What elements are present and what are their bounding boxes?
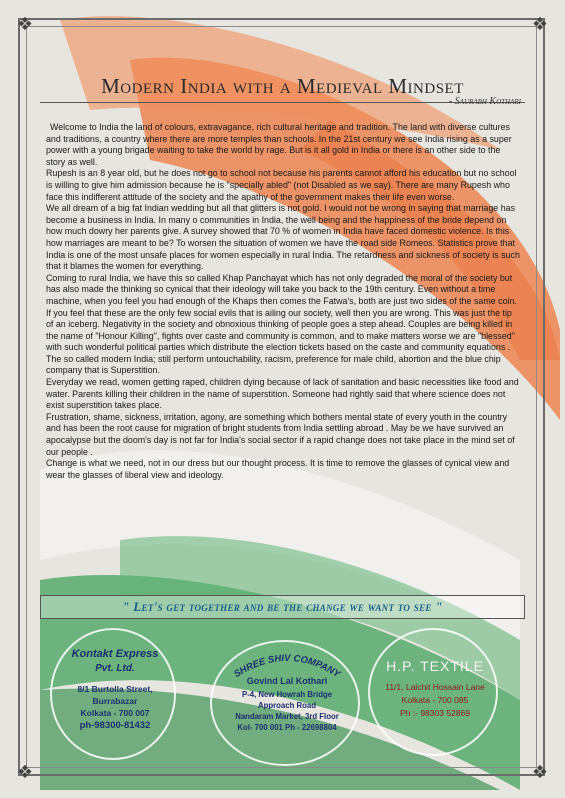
- slogan-text: " Let's get together and be the change we want to see ": [122, 599, 443, 614]
- ad-arc-text: SHREE SHIV COMPANY: [232, 652, 342, 681]
- paragraph: We all dream of a big fat Indian wedding but all that glitters is not gold. I would not be wrong in saying that marriage has become a business in India. In many o communities in India, the well being and the happiness of the bride depend on how much dowry her parents give. A survey showed that 70 % of women in India have faced domestic violence. Is this how marriages are meant to be? To worsen the situation of women we have the road side Romeos. Statistics prove that India is one of the most unsafe places for women especially in rural India. The retardness and sickness of society is such that it blames the women for everything.: [46, 203, 520, 272]
- ad-address-line: 8/1 Burtolla Street,: [77, 684, 153, 694]
- ad-shree-shiv-company: [210, 640, 360, 766]
- ad-address-line: Kol- 700 001 Ph - 22698804: [237, 723, 337, 732]
- ad-company-suffix: Pvt. Ltd.: [95, 663, 135, 674]
- paragraph: Rupesh is an 8 year old, but he does not go to school not because his parents cannot afford his education but no school is willing to give him admission because he is "specially abled" (not Disabled as we say). There are many Rupesh who face this indifferent attitude of the society and the apathy of the government makes their life even worse.: [46, 168, 517, 202]
- ad-address-line: Kolkata - 700 085: [401, 695, 469, 705]
- paragraph: Coming to rural India, we have this so called Khap Panchayat which has not only degraded the moral of the society but has also made the thinking so cynical that their ideology will take you back to the 19th century. Even without a time machine, when you feel you had enough of the Khaps then comes the Fatwa's, both are just two sides of the same coin.: [46, 272, 517, 306]
- ad-address-line: Approach Road: [257, 701, 317, 710]
- paragraph: If you feel that these are the only few social evils that is ailing our society, well then you are wrong. This was just the tip of an iceberg. Negativity in the society and obnoxious thinking of people goes a step ahead. Couples are being killed in the name of "Honour Killing", fights over caste and community is common, and to make matters worse we are "blessed" with such wonderful political parties which distribute the election tickets based on the caste and community equations . The so called modern India; still perform untouchability, racism, preference for male child, abortion and the blue chip company that is Superstition.: [46, 307, 515, 376]
- corner-ornament-icon: ❖: [531, 762, 549, 783]
- corner-ornament-icon: ❖: [531, 14, 549, 35]
- paragraph: Frustration, shame, sickness, irritation, agony, are something which bothers mental state of every youth in the country and has been the root cause for migration of bright students from India settling abroad . May be we have survived an apocalypse but the doom's day is not far for India's social sector if a rapid change does not take place in the mind set of our people .: [46, 411, 515, 457]
- article-title: Modern India with a Medieval Mindset: [101, 74, 464, 98]
- article-body: [46, 122, 520, 481]
- paragraph: Change is what we need, not in our dress but our thought process. It is time to remove the glasses of cynical view and wear the glasses of liberal view and ideology.: [46, 458, 510, 480]
- ad-address-line: Burrabazar: [92, 696, 138, 706]
- ad-phone: Ph :- 98303 52869: [400, 708, 470, 718]
- corner-ornament-icon: ❖: [16, 762, 34, 783]
- ad-address-line: 11/1, Lalchit Hossain Lane: [385, 682, 485, 692]
- ad-proprietor: Govind Lal Kothari: [246, 676, 328, 686]
- ad-address-line: Nandaram Market, 3rd Floor: [235, 712, 339, 721]
- ad-company-name: Kontakt Express: [71, 648, 159, 660]
- paragraph: Welcome to India the land of colours, extravagance, rich cultural heritage and tradition. The land with diverse cultures and traditions, a country where there are more temples than schools. In the 21st century we see India rising as a super power with a young brigade waiting to take the world by rage. But is it all gold in India or there is an other side to the story as well.: [46, 122, 512, 167]
- paragraph: Everyday we read, women getting raped, children dying because of lack of sanitation and basic necessities like food and water. Parents killing their children in the name of superstition. Someone had rightly said that where science does not exist superstition takes place.: [46, 377, 519, 411]
- ad-address-line: Kolkata - 700 007: [80, 708, 150, 718]
- corner-ornament-icon: ❖: [16, 14, 34, 35]
- article-author: - Saurabh Kothari: [448, 96, 521, 107]
- ad-address-line: P-4, New Howrah Bridge: [241, 690, 333, 699]
- ad-kontakt-express: [50, 628, 176, 760]
- ad-company-name: H.P. TEXTILE: [386, 658, 484, 674]
- ad-hp-textile: [368, 628, 498, 756]
- ad-phone: ph-98300-81432: [79, 720, 151, 731]
- slogan-banner: [40, 595, 525, 619]
